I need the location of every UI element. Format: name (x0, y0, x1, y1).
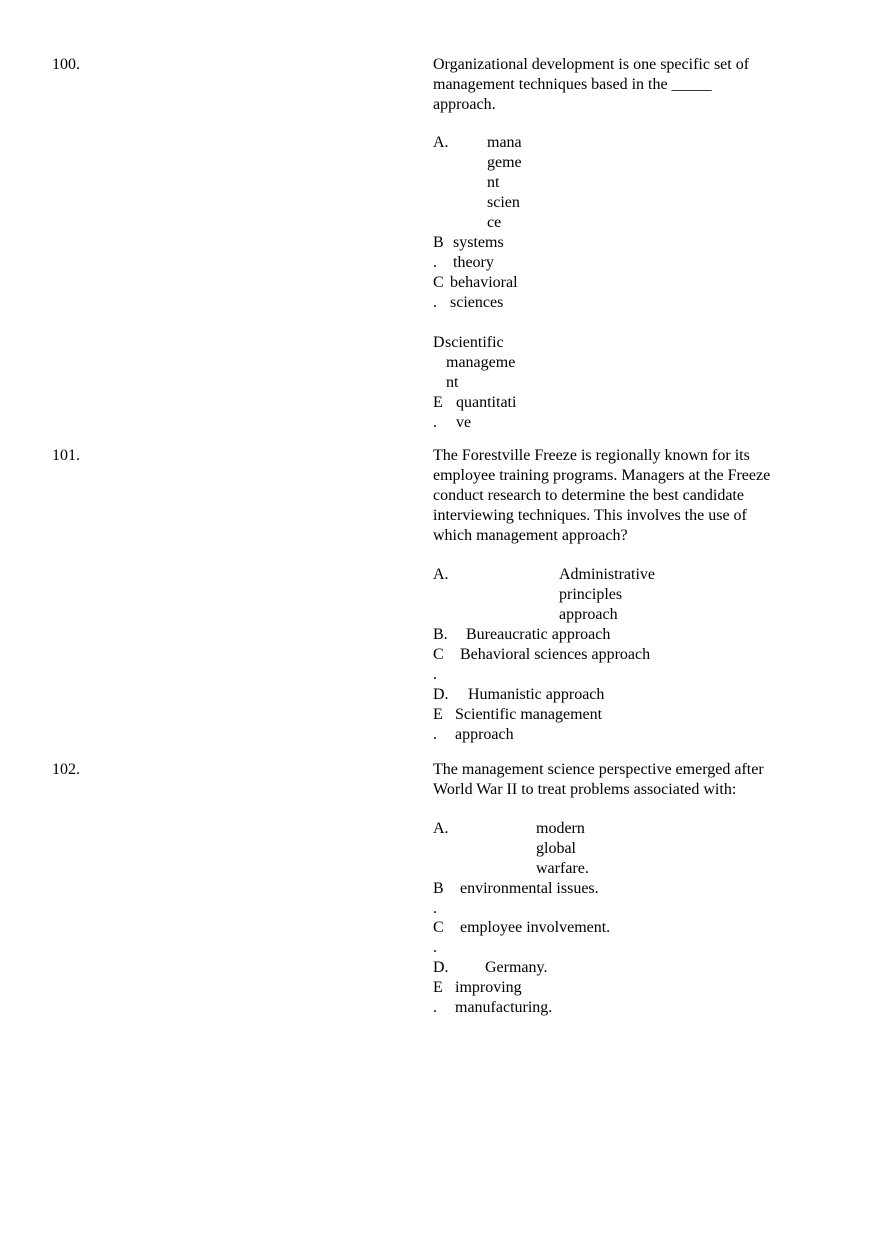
option-letter: B. (433, 626, 448, 643)
option-text-line: Humanistic approach (468, 686, 605, 703)
option-letter: A. (433, 566, 449, 583)
option-text-line: principles (559, 586, 623, 603)
option-text (460, 918, 610, 938)
option-letter-line: E (433, 706, 443, 723)
option-text (485, 958, 548, 978)
question-number: 102. (52, 761, 80, 778)
option-letter: D. (433, 959, 449, 976)
option-letter-line: . (433, 900, 437, 917)
option-letter-line: . (433, 414, 437, 431)
option-text-line: theory (453, 254, 494, 271)
stem-line: employee training programs. Managers at the Freeze (433, 467, 771, 484)
option-letter (433, 918, 444, 958)
option-text-line: nt (487, 174, 500, 191)
option-text-line: systems (453, 234, 504, 251)
question-stem (433, 760, 803, 800)
option-text-line: mana (487, 134, 522, 151)
option-text-line: improving (455, 979, 522, 996)
option-text-line: scientific (445, 334, 504, 351)
option-letter (433, 978, 443, 1018)
stem-line: World War II to treat problems associated with: (433, 781, 737, 798)
option-text (453, 233, 504, 273)
option-text-line: quantitati (456, 394, 517, 411)
option-text (456, 393, 516, 433)
option-text-line: ce (487, 214, 502, 231)
option-letter: A. (433, 134, 449, 151)
option-text-line: approach (559, 606, 618, 623)
option-text-line: modern (536, 820, 585, 837)
option-text-line: manufacturing. (455, 999, 553, 1016)
option-letter (433, 705, 443, 745)
option-letter: D (433, 334, 445, 351)
option-text-line: Germany. (485, 959, 548, 976)
option-text-line: scien (487, 194, 520, 211)
question-number: 101. (52, 447, 80, 464)
option-text-line: global (536, 840, 576, 857)
option-text (536, 819, 589, 879)
option-text-line: manageme (446, 354, 516, 371)
stem-line: The Forestville Freeze is regionally known for its (433, 447, 750, 464)
stem-line: The management science perspective emerged after (433, 761, 764, 778)
option-text-line: nt (446, 374, 459, 391)
option-text-line: employee involvement. (460, 919, 611, 936)
option-text-line: behavioral (450, 274, 518, 291)
option-letter-line: E (433, 979, 443, 996)
option-letter-line: . (433, 666, 437, 683)
option-text (455, 978, 552, 1018)
question-stem (433, 446, 803, 546)
option-letter (433, 393, 443, 433)
option-letter-line: C (433, 646, 444, 663)
option-text (487, 133, 522, 233)
stem-line: approach. (433, 96, 496, 113)
option-letter (433, 233, 444, 273)
question-number: 100. (52, 56, 80, 73)
option-letter (433, 273, 444, 313)
option-text-line: environmental issues. (460, 880, 599, 897)
question-stem (433, 55, 803, 115)
option-letter (433, 645, 444, 685)
stem-line: conduct research to determine the best candidate (433, 487, 744, 504)
option-text (460, 879, 599, 899)
option-letter-line: C (433, 919, 444, 936)
option-text (445, 333, 515, 393)
option-text-line: Scientific management (455, 706, 603, 723)
option-text-line: sciences (450, 294, 504, 311)
option-text-line: ve (456, 414, 472, 431)
option-letter: A. (433, 820, 449, 837)
option-letter-line: . (433, 294, 437, 311)
option-letter-line: . (433, 726, 437, 743)
option-letter-line: . (433, 939, 437, 956)
option-letter: D. (433, 686, 449, 703)
option-text (450, 273, 518, 313)
option-text-line: Bureaucratic approach (466, 626, 611, 643)
option-text-line: Administrative (559, 566, 655, 583)
stem-line: which management approach? (433, 527, 628, 544)
stem-line: management techniques based in the _____ (433, 76, 712, 93)
option-text (466, 625, 610, 645)
option-letter-line: B (433, 880, 444, 897)
option-text-line: approach (455, 726, 514, 743)
option-letter-line: B (433, 234, 444, 251)
option-text (559, 565, 655, 625)
option-text (468, 685, 604, 705)
option-letter (433, 879, 444, 919)
stem-line: Organizational development is one specific set of (433, 56, 750, 73)
option-text-line: warfare. (536, 860, 589, 877)
option-text-line: geme (487, 154, 522, 171)
option-text-line: Behavioral sciences approach (460, 646, 651, 663)
option-letter-line: E (433, 394, 443, 411)
option-letter-line: C (433, 274, 444, 291)
option-text (460, 645, 650, 665)
option-text (455, 705, 602, 745)
option-letter-line: . (433, 254, 437, 271)
stem-line: interviewing techniques. This involves the use of (433, 507, 747, 524)
option-letter-line: . (433, 999, 437, 1016)
